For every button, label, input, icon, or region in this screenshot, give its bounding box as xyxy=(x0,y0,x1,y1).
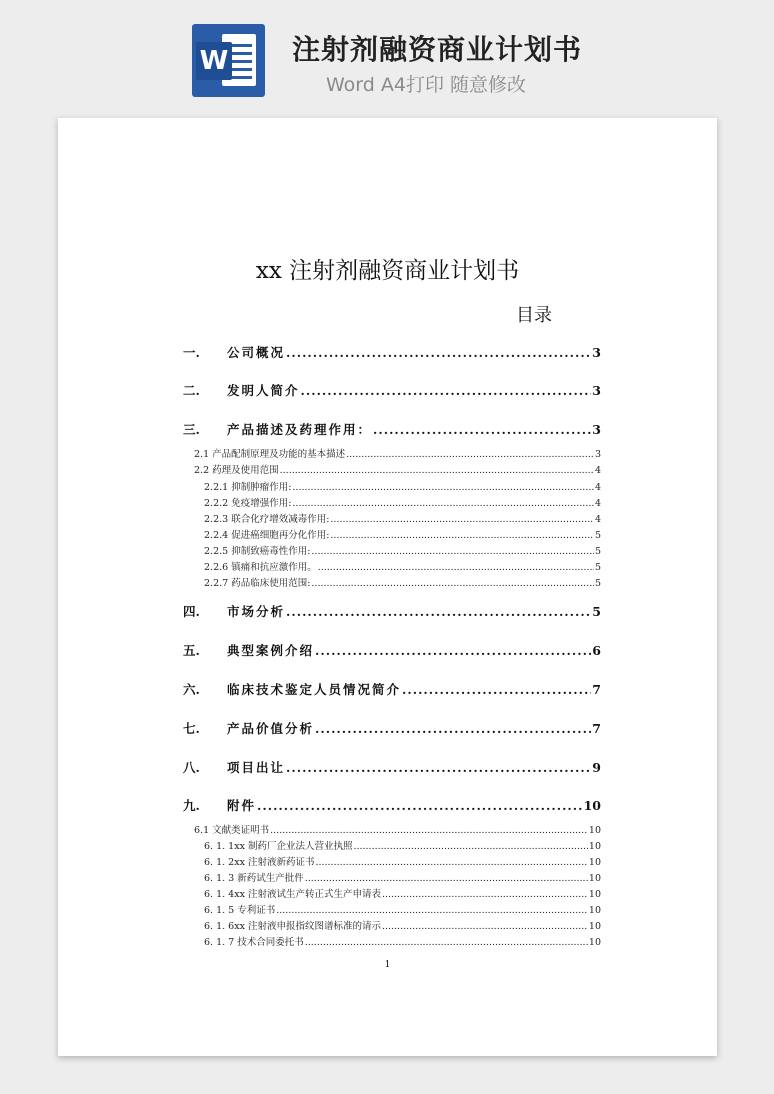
toc-entry-label: 临床技术鉴定人员情况简介 xyxy=(227,682,402,696)
toc-entry[interactable] xyxy=(183,343,601,359)
toc-entry-page: 10 xyxy=(588,825,601,834)
toc-entry[interactable] xyxy=(204,870,601,882)
toc-entry[interactable] xyxy=(204,527,601,539)
toc-leader-dots xyxy=(257,798,583,812)
toc-leader-dots xyxy=(311,546,594,555)
toc-leader-dots xyxy=(373,422,591,436)
toc-entry[interactable] xyxy=(204,479,601,491)
toc-entry[interactable] xyxy=(183,641,601,657)
toc-entry[interactable] xyxy=(183,758,601,774)
toc-entry-label: 2.2.6 镇痛和抗应激作用。 xyxy=(204,562,317,571)
toc-entry-page: 4 xyxy=(594,498,601,507)
toc-leader-dots xyxy=(311,578,594,587)
page-number: 1 xyxy=(384,960,391,970)
toc-leader-dots xyxy=(286,345,591,359)
toc-entry-label: 2.2.4 促进癌细胞再分化作用: xyxy=(204,530,330,539)
toc-leader-dots xyxy=(276,905,588,914)
toc-entry-label: 产品描述及药理作用： xyxy=(227,422,373,436)
document-page xyxy=(58,118,717,1056)
toc-entry-page: 5 xyxy=(594,578,601,587)
toc-entry-page: 3 xyxy=(592,383,601,397)
toc-leader-dots xyxy=(286,604,591,618)
toc-entry-label: 2.1 产品配制原理及功能的基本描述 xyxy=(194,449,346,458)
toc-entry[interactable] xyxy=(204,511,601,523)
toc-entry-page: 10 xyxy=(588,937,601,946)
toc-entry-page: 10 xyxy=(588,841,601,850)
toc-entry[interactable] xyxy=(194,822,601,834)
toc-entry-page: 4 xyxy=(594,514,601,523)
toc-entry-number: 五. xyxy=(183,643,200,657)
word-document-icon xyxy=(192,24,265,97)
toc-entry[interactable] xyxy=(194,462,601,474)
toc-leader-dots xyxy=(318,562,594,571)
toc-entry-page: 10 xyxy=(588,905,601,914)
toc-entry[interactable] xyxy=(194,446,601,458)
toc-entry-page: 5 xyxy=(594,562,601,571)
toc-entry-number: 四. xyxy=(183,604,200,618)
toc-entry[interactable] xyxy=(183,680,601,696)
header xyxy=(0,0,774,110)
toc-leader-dots xyxy=(315,857,587,866)
toc-leader-dots xyxy=(402,682,591,696)
toc-entry-page: 7 xyxy=(592,682,601,696)
toc-entry-page: 3 xyxy=(592,422,601,436)
page-title: 注射剂融资商业计划书 xyxy=(292,33,583,66)
toc-entry-page: 10 xyxy=(588,921,601,930)
toc-entry[interactable] xyxy=(204,918,601,930)
toc-leader-dots xyxy=(382,889,588,898)
toc-entry-number: 八. xyxy=(183,760,200,774)
toc-entry-page: 5 xyxy=(594,530,601,539)
toc-entry-page: 4 xyxy=(594,465,601,474)
toc-entry[interactable] xyxy=(204,886,601,898)
toc-entry-page: 10 xyxy=(583,798,601,812)
toc-entry-number: 六. xyxy=(183,682,200,696)
word-icon-letter: W xyxy=(196,42,232,80)
toc-entry[interactable] xyxy=(204,495,601,507)
document-title: xx 注射剂融资商业计划书 xyxy=(255,258,520,284)
toc-entry-page: 3 xyxy=(592,345,601,359)
toc-entry-label: 2.2.3 联合化疗增效减毒作用: xyxy=(204,514,330,523)
toc-leader-dots xyxy=(292,482,594,491)
toc-entry-label: 市场分析 xyxy=(227,604,286,618)
toc-entry-page: 10 xyxy=(588,889,601,898)
toc-entry-label: 6. 1. 6xx 注射液申报指纹图谱标准的请示 xyxy=(204,921,381,930)
toc-entry-label: 6. 1. 2xx 注射液新药证书 xyxy=(204,857,315,866)
toc-entry[interactable] xyxy=(204,902,601,914)
toc-entry-label: 公司概况 xyxy=(227,345,286,359)
toc-entry-label: 6. 1. 3 新药试生产批件 xyxy=(204,873,304,882)
toc-entry-number: 三. xyxy=(183,422,200,436)
toc-entry-label: 6. 1. 5 专利证书 xyxy=(204,905,276,914)
toc-entry-number: 一. xyxy=(183,345,200,359)
toc-leader-dots xyxy=(353,841,587,850)
toc-leader-dots xyxy=(280,465,594,474)
toc-leader-dots xyxy=(330,530,594,539)
toc-entry-label: 2.2.1 抑制肿瘤作用: xyxy=(204,482,292,491)
toc-entry-number: 七. xyxy=(183,721,200,735)
toc-entry-label: 6. 1. 4xx 注射液试生产转正式生产申请表 xyxy=(204,889,381,898)
toc-entry-label: 附件 xyxy=(227,798,257,812)
toc-entry-number: 九. xyxy=(183,798,200,812)
toc-entry[interactable] xyxy=(204,854,601,866)
toc-entry[interactable] xyxy=(183,420,601,436)
toc-entry[interactable] xyxy=(183,381,601,397)
toc-entry-page: 9 xyxy=(592,760,601,774)
toc-entry-label: 项目出让 xyxy=(227,760,286,774)
toc-entry-page: 7 xyxy=(592,721,601,735)
toc-leader-dots xyxy=(346,449,594,458)
toc-leader-dots xyxy=(330,514,594,523)
toc-entry-page: 3 xyxy=(594,449,601,458)
toc-leader-dots xyxy=(315,643,591,657)
toc-entry-label: 2.2.5 抑制致癌毒性作用: xyxy=(204,546,311,555)
toc-entry-label: 6.1 文献类证明书 xyxy=(194,825,270,834)
toc-heading: 目录 xyxy=(516,305,552,326)
table-of-contents xyxy=(58,118,717,1056)
toc-leader-dots xyxy=(301,383,592,397)
toc-leader-dots xyxy=(292,498,594,507)
toc-entry-page: 4 xyxy=(594,482,601,491)
toc-entry-page: 10 xyxy=(588,857,601,866)
toc-entry-page: 10 xyxy=(588,873,601,882)
toc-entry[interactable] xyxy=(204,575,601,587)
toc-entry[interactable] xyxy=(204,559,601,571)
toc-entry[interactable] xyxy=(204,838,601,850)
toc-entry-label: 典型案例介绍 xyxy=(227,643,315,657)
toc-leader-dots xyxy=(305,873,588,882)
toc-entry[interactable] xyxy=(183,719,601,735)
toc-entry-label: 2.2.2 免疫增强作用: xyxy=(204,498,292,507)
toc-leader-dots xyxy=(382,921,588,930)
toc-entry[interactable] xyxy=(204,543,601,555)
toc-entry-label: 产品价值分析 xyxy=(227,721,315,735)
toc-entry-number: 二. xyxy=(183,383,200,397)
page-subtitle: Word A4打印 随意修改 xyxy=(326,74,527,96)
toc-entry-page: 5 xyxy=(594,546,601,555)
toc-leader-dots xyxy=(315,721,591,735)
toc-entry-label: 6. 1. 7 技术合同委托书 xyxy=(204,937,304,946)
toc-entry[interactable] xyxy=(204,934,601,946)
toc-entry-label: 2.2.7 药品临床使用范围: xyxy=(204,578,311,587)
toc-leader-dots xyxy=(286,760,591,774)
toc-leader-dots xyxy=(305,937,588,946)
toc-leader-dots xyxy=(270,825,588,834)
toc-entry-label: 6. 1. 1xx 制药厂企业法人营业执照 xyxy=(204,841,353,850)
toc-entry-page: 5 xyxy=(592,604,601,618)
toc-entry[interactable] xyxy=(183,602,601,618)
toc-entry-label: 2.2 药理及使用范围 xyxy=(194,465,279,474)
toc-entry-label: 发明人简介 xyxy=(227,383,300,397)
toc-entry[interactable] xyxy=(183,796,601,812)
toc-entry-page: 6 xyxy=(592,643,601,657)
